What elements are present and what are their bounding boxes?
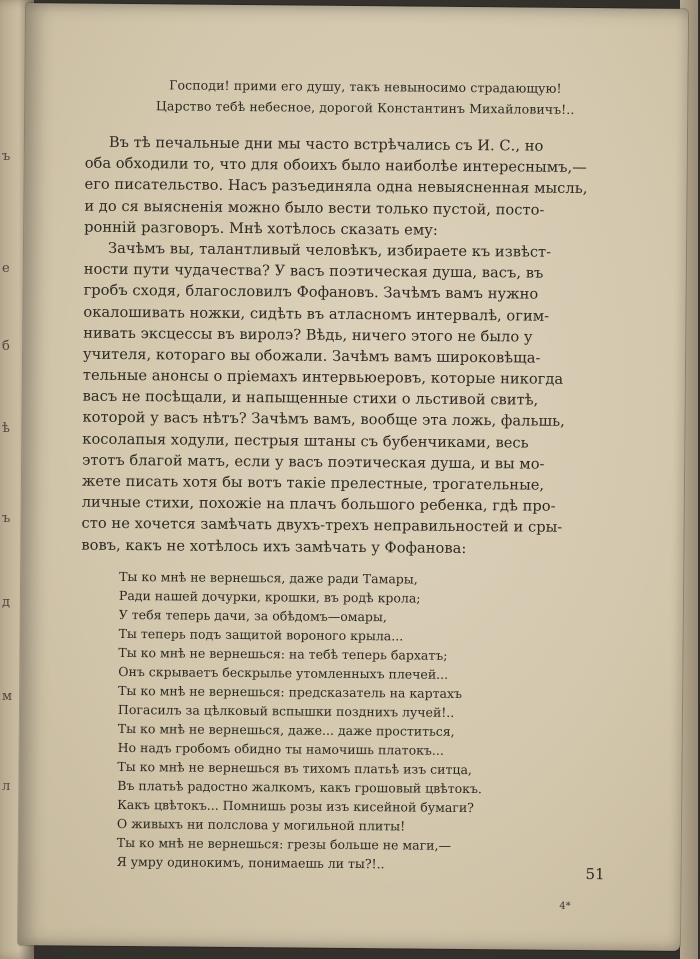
poem-line: Ты ко мнѣ не вернешься въ тихомъ платьѣ изъ ситца, <box>117 758 472 778</box>
poem-line: Ты теперь подъ защитой вороного крыла... <box>118 625 404 644</box>
ghost-letter: д <box>2 595 11 610</box>
ghost-letter: е <box>2 261 10 276</box>
prose-line: этотъ благой матъ, если у васъ поэтическая душа, и вы мо- <box>82 451 545 473</box>
prose-line: жете писать хотя бы вотъ такіе прелестные, трогательные, <box>81 472 545 494</box>
epigraph-line: Господи! прими его душу, такъ невыносимо страдающую! <box>169 77 562 96</box>
poem-line: Но надъ гробомъ обидно ты намочишь платокъ... <box>117 739 444 758</box>
prose-line: его писательство. Насъ разъединяла одна невыясненная мысль, <box>84 176 588 198</box>
ghost-letter: б <box>2 339 10 354</box>
prose-line: тельные анонсы о пріемахъ интервьюеровъ, которые никогда <box>82 366 564 388</box>
poem-line: Въ платьѣ радостно жалкомъ, какъ грошовый цвѣтокъ. <box>117 777 483 797</box>
prose-line: гробъ сходя, благословилъ Фофановъ. Зачѣмъ вамъ нужно <box>83 281 539 303</box>
poem-line: Ты ко мнѣ не вернешься: предсказатель на картахъ <box>118 682 463 701</box>
prose-line: вовъ, какъ не хотѣлось ихъ замѣчать у Фофанова: <box>81 536 467 557</box>
book-page <box>18 3 688 951</box>
epigraph-line: Царство тебѣ небесное, дорогой Константинъ Михайловичъ!.. <box>155 98 575 117</box>
poem-line: Я умру одинокимъ, понимаешь ли ты?!.. <box>116 853 385 872</box>
prose-line: Зачѣмъ вы, талантливый человѣкъ, избираете къ извѣст- <box>107 239 552 261</box>
poem-line: Погасилъ за цѣлковый вспышки позднихъ лучей!.. <box>117 701 455 720</box>
prose-line: учителя, котораго вы обожали. Зачѣмъ вамъ широковѣща- <box>82 345 541 367</box>
poem-line: Онъ скрываетъ бескрылье утомленныхъ плечей... <box>118 663 449 682</box>
prose-line: васъ не посѣщали, и напыщенные стихи о льстивой свитѣ, <box>82 387 539 409</box>
ghost-letter: ъ <box>2 149 11 164</box>
poem-line: Ты ко мнѣ не вернешься: на тебѣ теперь бархатъ; <box>118 644 448 663</box>
prose-line: и до ся выясненія можно было вести только пустой, посто- <box>84 197 545 219</box>
prose-line: оба обходили то, что для обоихъ было наиболѣе интереснымъ,— <box>84 154 587 177</box>
prose-paragraphs <box>81 132 645 561</box>
ghost-letter: ѣ <box>2 421 10 436</box>
prose-line: личные стихи, похожіе на плачъ большого ребенка, гдѣ про- <box>81 493 556 515</box>
prose-line: ронній разговоръ. Мнѣ хотѣлось сказать ему: <box>84 218 438 239</box>
ghost-letter: ъ <box>2 511 11 526</box>
poem-line: Ради нашей дочурки, крошки, въ родѣ крола; <box>118 587 421 606</box>
ghost-letter: л <box>2 779 11 794</box>
poem-line: Ты ко мнѣ не вернешься: грезы больше не маги,— <box>116 834 452 853</box>
prose-line: окалошивать ножки, сидѣть въ атласномъ интервалѣ, огим- <box>83 303 550 325</box>
page-number: 51 <box>585 865 605 884</box>
poem-line: Какъ цвѣтокъ... Помнишь розы изъ кисейной бумаги? <box>117 796 474 816</box>
prose-line: Въ тѣ печальные дни мы часто встрѣчались съ И. С., но <box>108 133 544 155</box>
poem-line: О живыхъ ни полслова у могильной плиты! <box>116 815 406 834</box>
prose-line: сто не хочется замѣчать двухъ-трехъ неправильностей и сры- <box>81 515 563 537</box>
signature-mark: 4* <box>559 900 571 912</box>
ghost-letter: м <box>2 689 13 704</box>
poem-line: У тебя теперь дачи, за обѣдомъ—омары, <box>118 606 387 625</box>
epigraph <box>85 74 645 121</box>
prose-line: которой у васъ нѣтъ? Зачѣмъ вамъ, вообще эта ложь, фальшь, <box>82 409 565 431</box>
poem-line: Ты ко мнѣ не вернешься, даже ради Тамары, <box>119 568 418 587</box>
prose-line: ности пути чудачества? У васъ поэтическая душа, васъ, въ <box>83 260 544 282</box>
poem-line: Ты ко мнѣ не вернешься, даже... даже проститься, <box>117 720 455 739</box>
prose-line: нивать эксцессы въ виролэ? Вѣдь, ничего этого не было у <box>83 324 533 346</box>
poem <box>117 567 600 875</box>
prose-line: косолапыя ходули, пестрыя штаны съ бубенчиками, весь <box>82 430 529 452</box>
